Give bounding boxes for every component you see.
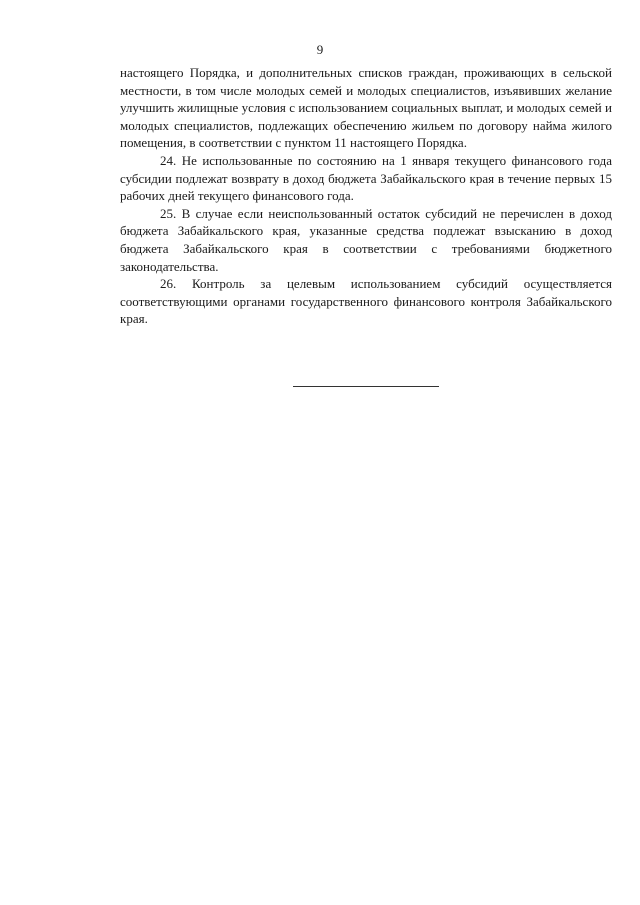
paragraph-item-24: 24. Не использованные по состоянию на 1 января текущего финансового года субсидии подлежат возврату в доход бюджета Забайкальского края в течение первых 15 рабочих дней текущего финансового года. bbox=[120, 152, 612, 204]
page-number: 9 bbox=[316, 42, 324, 57]
paragraph-item-26: 26. Контроль за целевым использованием субсидий осуществляется соответствующими органами государственного финансового контроля Забайкальского края. bbox=[120, 276, 612, 327]
end-of-document-rule bbox=[293, 386, 439, 387]
paragraph-item-25: 25. В случае если неиспользованный остаток субсидий не перечислен в доход бюджета Забайкальского края, указанные средства подлежат взысканию в доход бюджета Забайкальского края в соответствии с требованиями бюджетного законодательства. bbox=[120, 205, 612, 274]
document-body bbox=[120, 64, 612, 328]
paragraph-continuation: настоящего Порядка, и дополнительных списков граждан, проживающих в сельской местности, в том числе молодых семей и молодых специалистов, изъявивших желание улучшить жилищные условия с использованием социальных выплат, и молодых семей и молодых специалистов, подлежащих обеспечению жильем по договору найма жилого помещения, в соответствии с пунктом 11 настоящего Порядка. bbox=[120, 65, 612, 151]
